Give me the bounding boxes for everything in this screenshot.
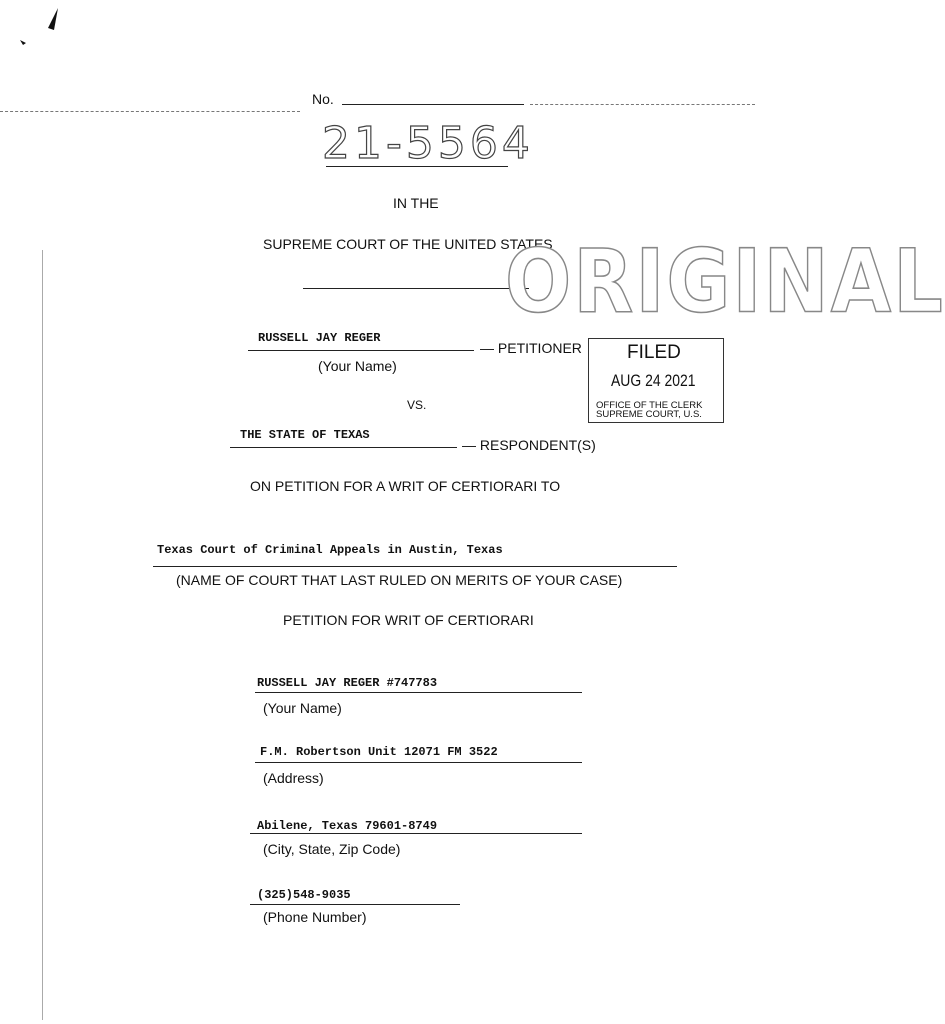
- original-stamp: ORIGINAL: [505, 232, 945, 333]
- lower-court-name: Texas Court of Criminal Appeals in Austin, Texas: [157, 543, 503, 557]
- lower-court-rule: [153, 566, 677, 567]
- court-name-heading: SUPREME COURT OF THE UNITED STATES: [263, 236, 553, 252]
- petitioner-your-name-label: (Your Name): [318, 358, 397, 374]
- in-the-heading: IN THE: [393, 195, 439, 211]
- contact-city-label: (City, State, Zip Code): [263, 841, 401, 857]
- contact-name-rule: [255, 692, 582, 693]
- petitioner-name: RUSSELL JAY REGER: [258, 331, 381, 345]
- petitioner-rule: [248, 350, 474, 351]
- petitioner-role: — PETITIONER: [480, 340, 582, 356]
- contact-address-value: F.M. Robertson Unit 12071 FM 3522: [260, 745, 498, 759]
- contact-city-rule: [250, 833, 582, 834]
- respondent-rule: [230, 447, 457, 448]
- filed-stamp-court: SUPREME COURT, U.S.: [596, 409, 702, 420]
- header-rule-left: [0, 111, 300, 112]
- versus-label: VS.: [407, 398, 427, 412]
- contact-address-rule: [255, 762, 582, 763]
- docket-no-line: [342, 104, 524, 105]
- contact-city-value: Abilene, Texas 79601-8749: [257, 819, 438, 833]
- petition-title: PETITION FOR WRIT OF CERTIORARI: [283, 612, 534, 628]
- contact-phone-value: (325)548-9035: [257, 888, 351, 902]
- contact-phone-rule: [250, 904, 460, 905]
- lower-court-caption: (NAME OF COURT THAT LAST RULED ON MERITS OF YOUR CASE): [176, 572, 623, 588]
- left-margin-rule: [42, 250, 43, 1020]
- contact-phone-label: (Phone Number): [263, 909, 367, 925]
- header-rule-right: [530, 104, 755, 105]
- respondent-role: — RESPONDENT(S): [462, 437, 596, 453]
- contact-name-value: RUSSELL JAY REGER #747783: [257, 676, 438, 690]
- contact-address-label: (Address): [263, 770, 324, 786]
- respondent-name: THE STATE OF TEXAS: [240, 428, 370, 442]
- court-name-rule: [303, 288, 529, 289]
- docket-number-underline: [326, 166, 508, 167]
- filed-stamp: [588, 338, 724, 423]
- filed-stamp-title: FILED: [627, 342, 681, 363]
- filed-stamp-office: OFFICE OF THE CLERK: [596, 400, 703, 411]
- docket-number-stamp: 21-5564: [322, 118, 534, 169]
- writ-heading: ON PETITION FOR A WRIT OF CERTIORARI TO: [250, 478, 561, 494]
- pen-mark: [14, 2, 64, 52]
- contact-name-label: (Your Name): [263, 700, 342, 716]
- docket-no-label: No.: [312, 91, 334, 107]
- filed-stamp-date: AUG 24 2021: [611, 371, 696, 390]
